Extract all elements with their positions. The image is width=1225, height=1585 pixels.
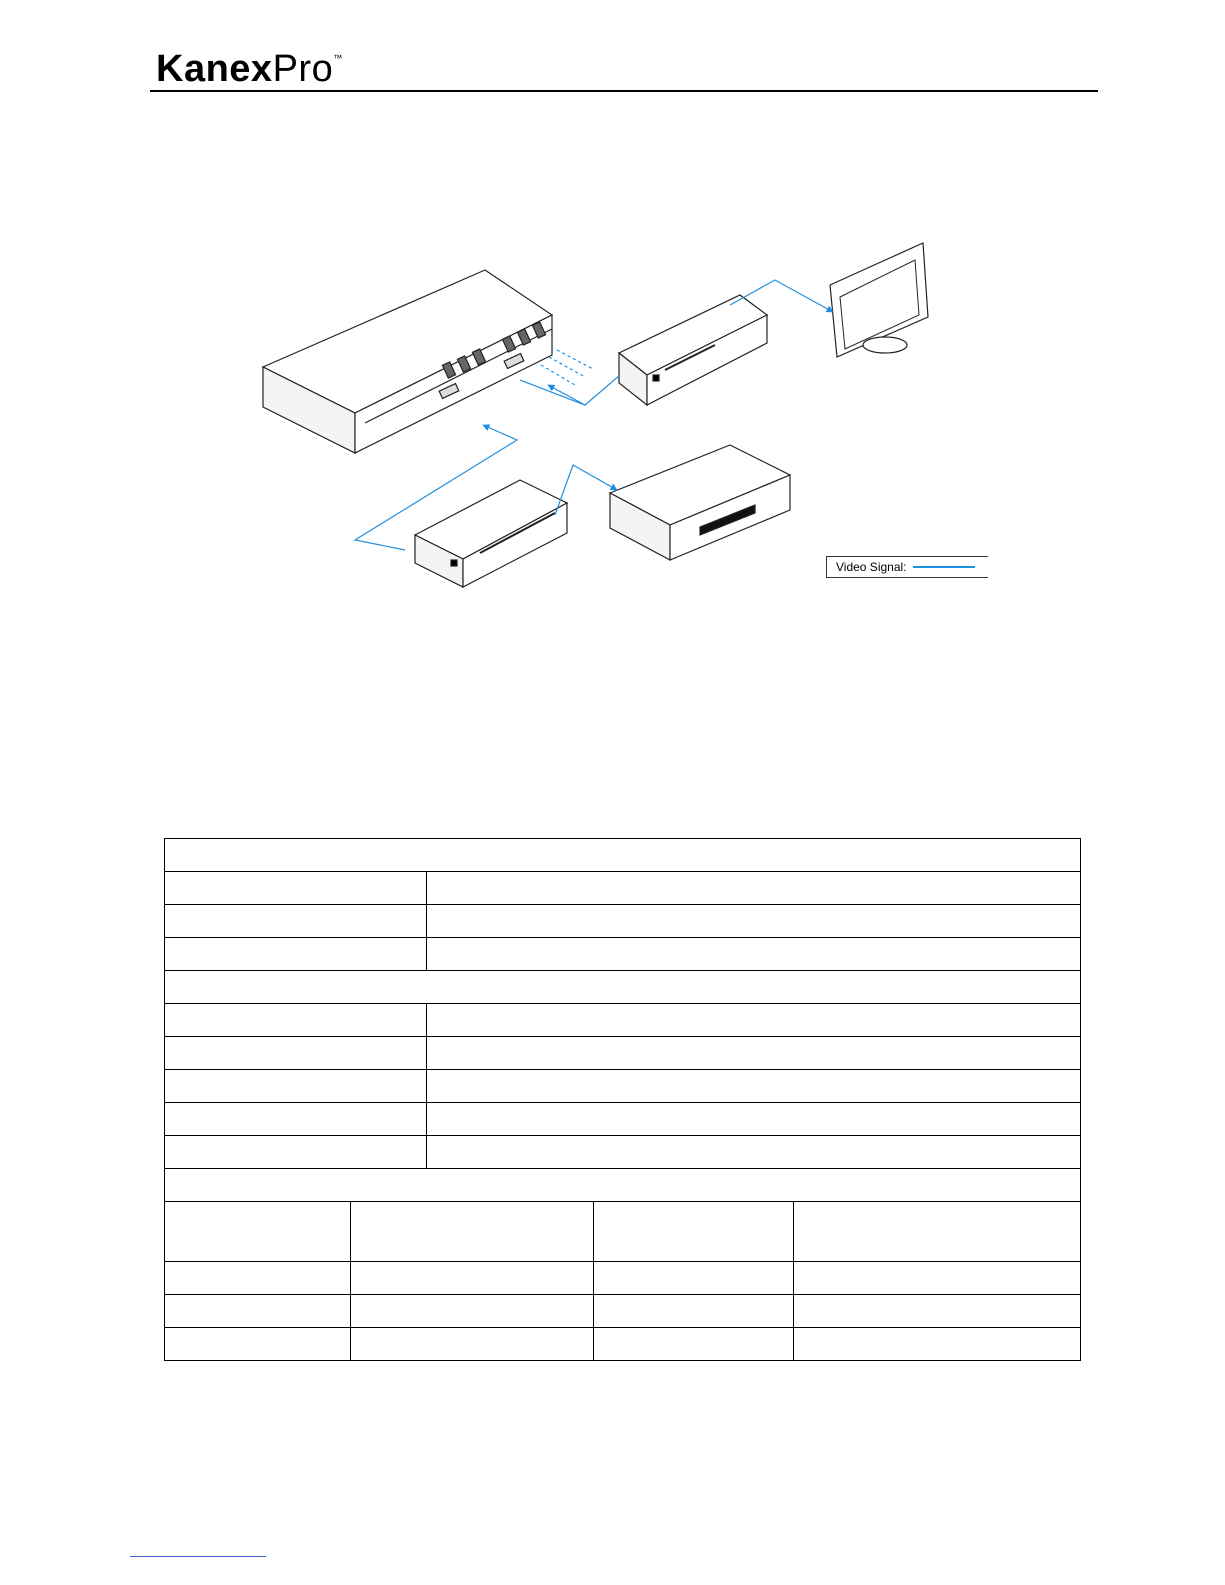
spec-cell: [165, 1037, 427, 1070]
spec-header-cell: [165, 1202, 351, 1262]
footer-link[interactable]: [130, 1556, 266, 1557]
spec-section-1-title: [165, 839, 1081, 872]
table-row: [165, 1070, 1081, 1103]
spec-cell: [427, 1004, 1081, 1037]
table-row: [165, 1103, 1081, 1136]
dvd-player-illustration: [610, 445, 790, 560]
transmitter-extender-illustration: [415, 480, 567, 587]
spec-cell: [165, 1103, 427, 1136]
brand-name-light: Pro: [272, 48, 334, 90]
spec-cell: [594, 1295, 794, 1328]
table-row: [165, 938, 1081, 971]
spec-cell: [351, 1295, 594, 1328]
table-row: [165, 1136, 1081, 1169]
legend-video-signal-swatch: [913, 566, 975, 568]
spec-cell: [165, 872, 427, 905]
brand-logo: [156, 50, 343, 88]
spec-cell: [594, 1328, 794, 1361]
table-row: [165, 1295, 1081, 1328]
spec-cell: [165, 1262, 351, 1295]
spec-cell: [427, 872, 1081, 905]
table-row: [165, 1037, 1081, 1070]
spec-cell: [351, 1262, 594, 1295]
network-switch-illustration: [263, 270, 552, 453]
spec-section-3-title: [165, 1169, 1081, 1202]
spec-cell: [351, 1328, 594, 1361]
spec-cell: [165, 938, 427, 971]
spec-cell: [165, 1136, 427, 1169]
monitor-illustration: [830, 243, 928, 357]
spec-cell: [427, 1136, 1081, 1169]
connection-diagram: [255, 235, 1015, 595]
spec-cell: [794, 1262, 1081, 1295]
table-row: [165, 872, 1081, 905]
spec-cell: [165, 905, 427, 938]
spec-cell: [427, 905, 1081, 938]
brand-name-bold: Kanex: [156, 48, 273, 90]
spec-cell: [794, 1295, 1081, 1328]
spec-cell: [165, 1295, 351, 1328]
spec-cell: [165, 1328, 351, 1361]
table-row: [165, 905, 1081, 938]
spec-section-2-title: [165, 971, 1081, 1004]
spec-cell: [794, 1328, 1081, 1361]
legend: [826, 556, 988, 578]
spec-header-cell: [351, 1202, 594, 1262]
receiver-extender-illustration: [619, 295, 767, 405]
spec-cell: [427, 1070, 1081, 1103]
spec-cell: [165, 1004, 427, 1037]
table-row: [165, 1262, 1081, 1295]
header-rule: [150, 90, 1098, 92]
spec-cell: [427, 1037, 1081, 1070]
spec-header-cell: [594, 1202, 794, 1262]
spec-cell: [165, 1070, 427, 1103]
legend-label: Video Signal:: [836, 560, 907, 574]
spec-cell: [427, 938, 1081, 971]
spec-cell: [594, 1262, 794, 1295]
table-header-row: [165, 1202, 1081, 1262]
spec-cell: [427, 1103, 1081, 1136]
spec-table: [164, 838, 1081, 1361]
spec-header-cell: [794, 1202, 1081, 1262]
table-row: [165, 1004, 1081, 1037]
table-row: [165, 1328, 1081, 1361]
trademark-mark: ™: [333, 53, 343, 63]
